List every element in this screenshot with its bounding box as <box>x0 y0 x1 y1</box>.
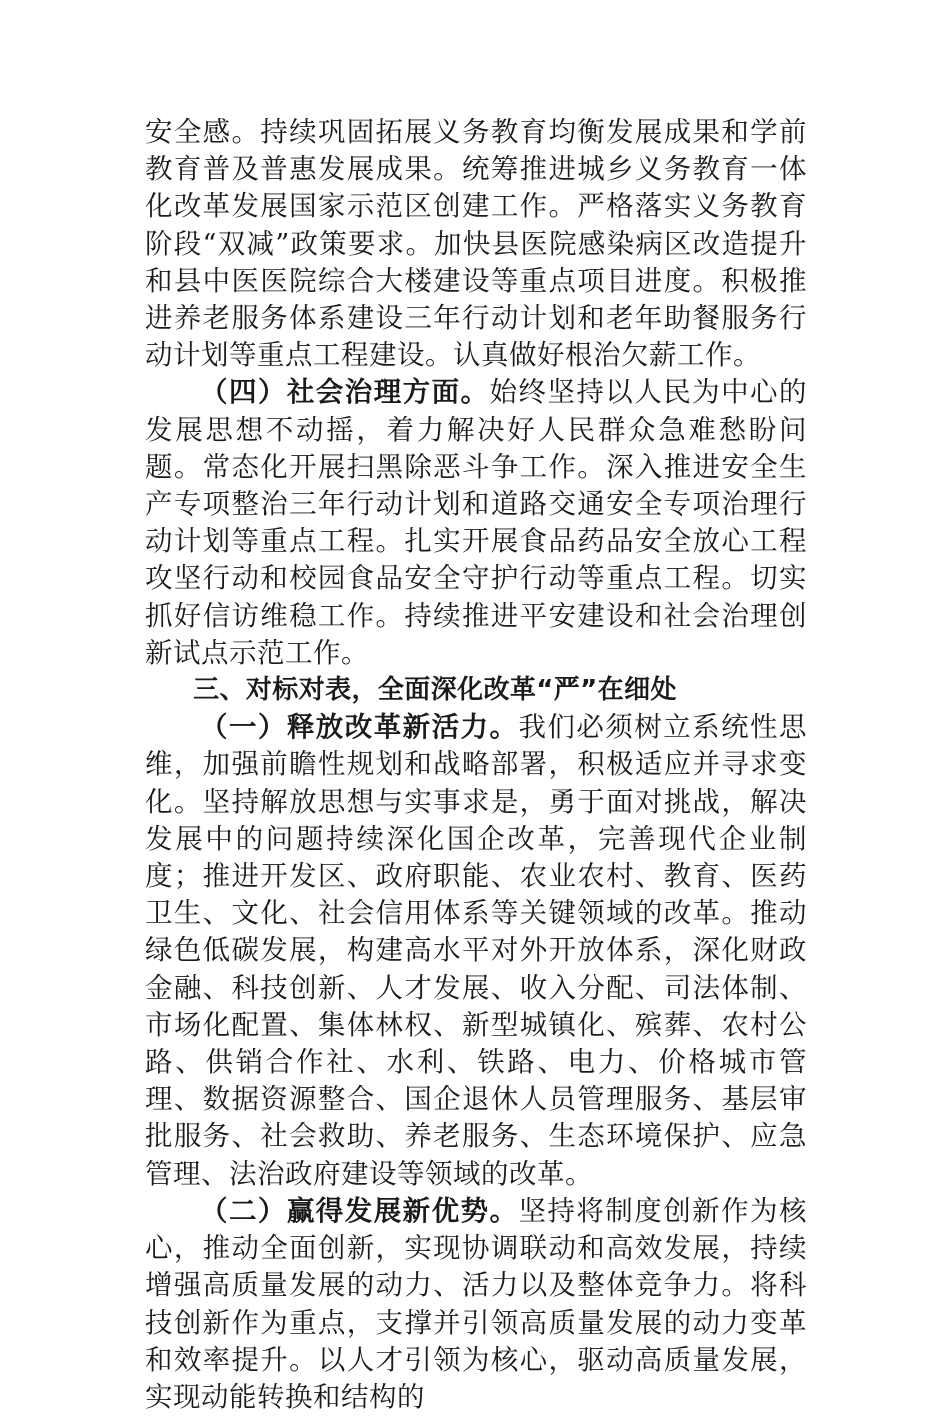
paragraph-text: 安全感。持续巩固拓展义务教育均衡发展成果和学前教育普及普惠发展成果。统筹推进城乡义务教育一体化改革发展国家示范区创建工作。严格落实义务教育阶段“双减”政策要求。加快县医院感染病区改造提升和县中医医院综合大楼建设等重点项目进度。积极推进养老服务体系建设三年行动计划和老年助餐服务行动计划等重点工程建设。认真做好根治欠薪工作。 <box>145 116 807 372</box>
document-body <box>145 114 807 1416</box>
paragraph-social-governance <box>145 374 807 672</box>
paragraph-text: 坚持将制度创新作为核心，推动全面创新，实现协调联动和高效发展，持续增强高质量发展的动力、活力以及整体竞争力。将科技创新作为重点，支撑并引领高质量发展的动力变革和效率提升。以人才引领为核心，驱动高质量发展，实现动能转换和结构的 <box>145 1194 808 1413</box>
section-heading-reform: 三、对标对表，全面深化改革“严”在细处 <box>193 675 677 706</box>
paragraph-text: 我们必须树立系统性思维，加强前瞻性规划和战略部署，积极适应并寻求变化。坚持解放思想与实事求是，勇于面对挑战，解决发展中的问题持续深化国企改革，完善现代企业制度；推进开发区、政府职能、农业农村、教育、医药卫生、文化、社会信用体系等关键领域的改革。推动绿色低碳发展，构建高水平对外开放体系，深化财政金融、科技创新、人才发展、收入分配、司法体制、市场化配置、集体林权、新型城镇化、殡葬、农村公路、供销合作社、水利、铁路、电力、价格城市管理、数据资源整合、国企退休人员管理服务、基层审批服务、社会救助、养老服务、生态环境保护、应急管理、法治政府建设等领域的改革。 <box>145 711 808 1190</box>
paragraph-education-health <box>145 114 807 374</box>
paragraph-text: 始终坚持以人民为中心的发展思想不动摇，着力解决好人民群众急难愁盼问题。常态化开展扫黑除恶斗争工作。深入推进安全生产专项整治三年行动计划和道路交通安全专项治理行动计划等重点工程。扎实开展食品药品安全放心工程攻坚行动和校园食品安全守护行动等重点工程。切实抓好信访维稳工作。持续推进平安建设和社会治理创新试点示范工作。 <box>145 376 807 669</box>
section-lead-social-governance: （四）社会治理方面。 <box>200 376 490 409</box>
section-lead-reform-vitality: （一）释放改革新活力。 <box>200 711 519 744</box>
section-lead-development-advantage: （二）赢得发展新优势。 <box>200 1194 519 1227</box>
paragraph-reform-vitality <box>145 709 807 1193</box>
paragraph-development-advantage <box>145 1193 807 1416</box>
